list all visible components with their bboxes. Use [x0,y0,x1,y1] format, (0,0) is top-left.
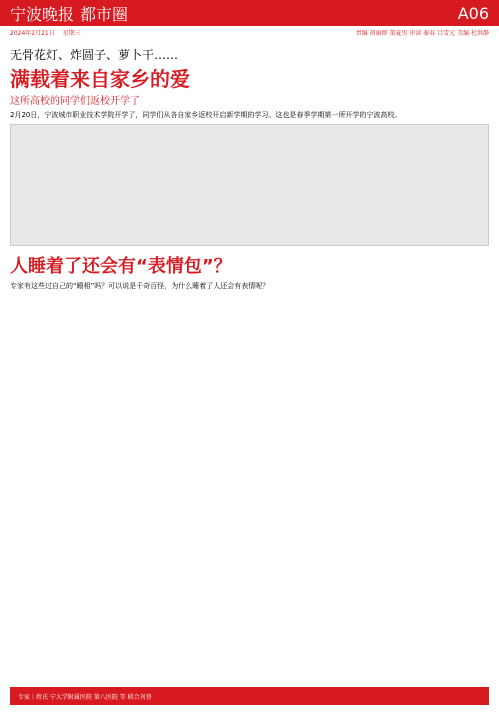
lead-1: 2月20日，宁波城市职业技术学院开学了，同学们从各自家乡返校开启新学期的学习。这也是春季学期第一所开学的宁波高校。 [10,111,402,119]
paper-title: 宁波晚报 [10,4,75,24]
footer-bar: 专家｜姓氏 宁大学附属医院 第八医院 等 联合刊登 [10,687,489,705]
kicker: 无骨花灯、炸圆子、萝卜干…… [10,48,179,62]
photo-1 [10,124,489,246]
weekday: 星期三 [62,30,81,37]
lead-2: 专家有这些过自己的“睡相”吗？可以说是千奇百怪，为什么睡着了人还会有表情呢？ [10,282,270,291]
topbar [0,26,499,40]
subhead-1: 这所高校的同学们返校开学了 [10,96,140,107]
page-number: A06 [457,3,489,23]
headline-1: 满载着来自家乡的爱 [10,67,190,91]
date: 2024年2月21日 [10,30,55,37]
masthead [0,0,499,26]
headline-2: 人睡着了还会有“表情包”？ [10,256,232,278]
credits: 责编 胡丽群 董夏男 审读 秦春 吕雪元 美编 杜洪静 [355,30,489,37]
section-name: 都市圈 [80,4,129,24]
story-2 [10,252,489,291]
story-1 [10,46,489,246]
